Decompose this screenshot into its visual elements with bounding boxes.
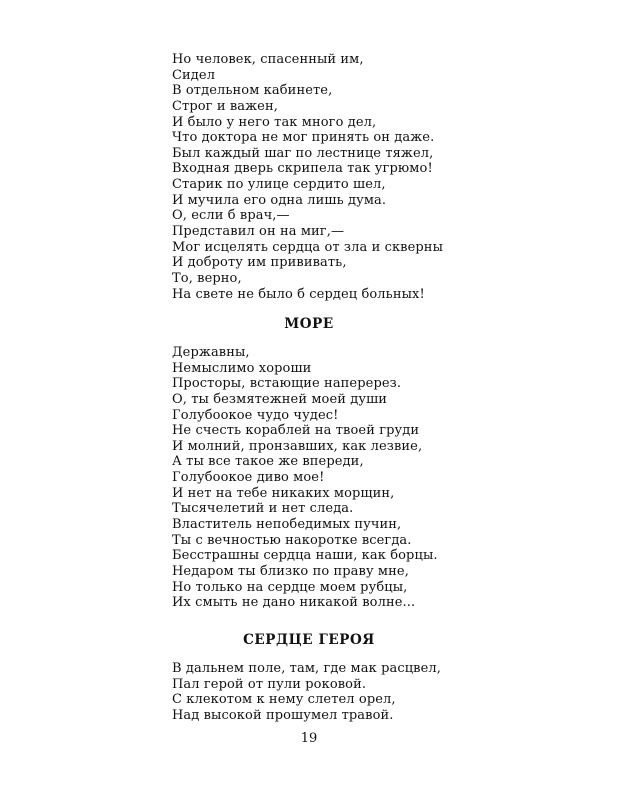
poem-line: Над высокой прошумел травой. xyxy=(172,707,394,723)
poem-line: И доброту им прививать, xyxy=(172,255,347,271)
poem-line: А ты все такое же впереди, xyxy=(172,454,364,470)
poem-line: Что доктора не мог принять он даже. xyxy=(172,130,435,146)
poem-line: Входная дверь скрипела так угрюмо! xyxy=(172,161,433,177)
poem-line: Пал герой от пули роковой. xyxy=(172,676,367,692)
poem-line: И мучила его одна лишь дума. xyxy=(172,192,387,208)
poem-line: Был каждый шаг по лестнице тяжел, xyxy=(172,145,434,161)
poem-line: О, ты безмятежней моей души xyxy=(172,391,388,407)
poem-line: Старик по улице сердито шел, xyxy=(172,177,386,193)
poem-line: Представил он на миг,— xyxy=(172,224,345,240)
poem-line: Голубоокое диво мое! xyxy=(172,470,325,486)
poem-line: Мог исцелять сердца от зла и скверны xyxy=(172,239,444,255)
poem-line: О, если б врач,— xyxy=(172,208,290,224)
poem-line: И было у него так много дел, xyxy=(172,114,377,130)
poem-line: Не счесть кораблей на твоей груди xyxy=(172,423,420,439)
poem-line: Бесстрашны сердца наши, как борцы. xyxy=(172,548,438,564)
poem-line: Но только на сердце моем рубцы, xyxy=(172,579,408,595)
poem-line: Но человек, спасенный им, xyxy=(172,52,364,67)
poem-line: В дальнем поле, там, где мак расцвел, xyxy=(172,661,441,676)
poem-line: Просторы, встающие наперерез. xyxy=(172,376,402,392)
poem-line: Тысячелетий и нет следа. xyxy=(172,501,354,517)
poem-continued xyxy=(172,52,572,302)
poem-line: Строг и важен, xyxy=(172,98,278,114)
poem-line: Ты с вечностью накоротке всегда. xyxy=(172,532,412,548)
poem-more xyxy=(172,345,572,611)
poem-line: Немыслимо хороши xyxy=(172,360,312,376)
poem-line: Державны, xyxy=(172,345,250,360)
poem-line: Их смыть не дано никакой волне... xyxy=(172,595,416,611)
poem-hero xyxy=(172,661,572,724)
poem-line: То, верно, xyxy=(172,270,242,286)
poem-line: Недаром ты близко по праву мне, xyxy=(172,563,409,579)
poem-line: На свете не было б сердец больных! xyxy=(172,286,425,302)
poem-line: С клекотом к нему слетел орел, xyxy=(172,692,396,708)
poem-line: Сидел xyxy=(172,67,216,83)
page-number: 19 xyxy=(300,731,318,746)
poem-line: Голубоокое чудо чудес! xyxy=(172,407,339,423)
poem-line: В отдельном кабинете, xyxy=(172,83,333,99)
poem-line: И молний, пронзавших, как лезвие, xyxy=(172,438,423,454)
poem-line: Властитель непобедимых пучин, xyxy=(172,517,402,533)
poem-title-more: МОРЕ xyxy=(284,316,334,332)
poem-title-hero: СЕРДЦЕ ГЕРОЯ xyxy=(243,632,375,648)
poem-line: И нет на тебе никаких морщин, xyxy=(172,485,395,501)
